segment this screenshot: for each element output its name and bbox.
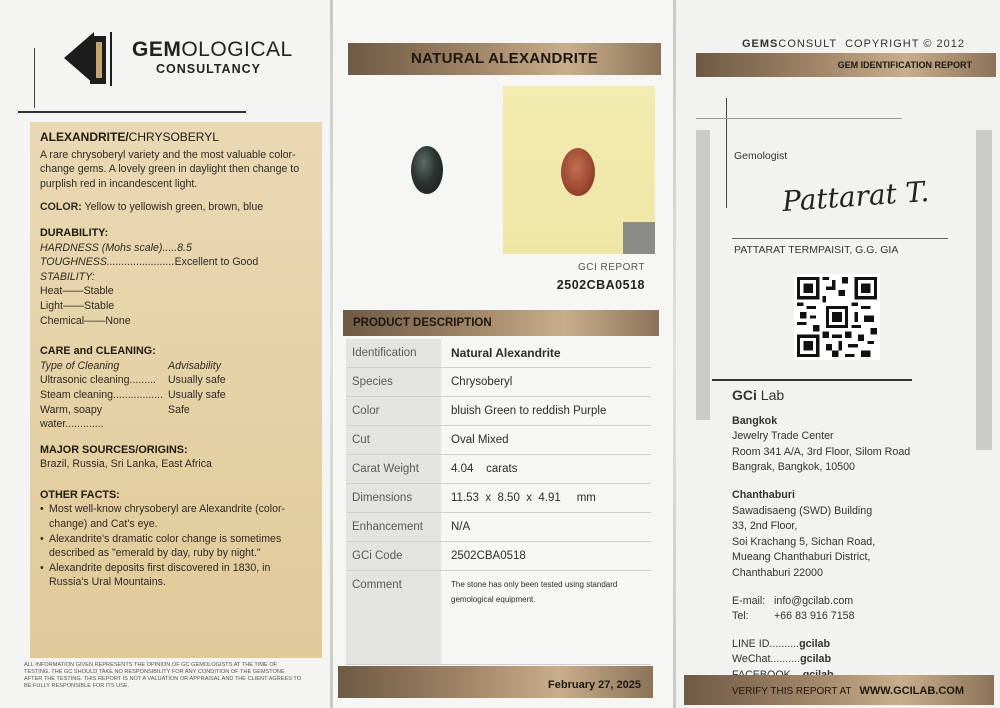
stone-daylight-image [411,146,443,194]
report-date: February 27, 2025 [338,666,653,698]
list-item: • Alexandrite deposits first discovered in 1830, in Russia's Ural Mountains. [40,561,312,590]
row-value: Chrysoberyl [451,376,513,388]
table-row [346,397,651,426]
sources-heading: MAJOR SOURCES/ORIGINS: [40,443,188,456]
verify-url-link[interactable]: WWW.GCILAB.COM [859,685,964,697]
table-row [346,426,651,455]
table-row [346,571,651,665]
row-value: 2502CBA0518 [451,550,526,562]
qr-code-icon[interactable] [794,274,880,360]
row-value: The stone has only been tested using standard gemological equipment. [451,580,618,604]
product-description-table [346,339,651,665]
row-key: Color [346,397,441,425]
care-row-value: Usually safe [168,374,226,387]
divider [18,111,246,113]
bangkok-label: Bangkok [732,414,778,427]
lab-title: GCi Lab [732,387,785,403]
disclaimer: ALL INFORMATION GIVEN REPRESENTS THE OPINION OF GC GEMOLOGISTS AT THE TIME OF TESTING. THE GC SHOULD TAKE NO RESPONSIBILITY FOR ANY CONDITION OF THE GEMSTONE AFTER THE TESTING. THIS REPORT IS NOT A VALUATION OR APPRAISAL AND THE CLIENT AGREES TO BE FULLY RESPONSIBLE FOR ITS USE. [24,662,302,689]
table-row [346,484,651,513]
address-line: Sawadisaeng (SWD) Building [732,504,873,517]
table-row [346,368,651,397]
light-line: Light——Stable [40,299,115,312]
tel-label: Tel: [732,610,749,623]
stability-label: STABILITY: [40,270,95,283]
table-row [346,455,651,484]
tel-link[interactable]: +66 83 916 7158 [774,610,855,623]
care-table [40,359,312,432]
address-line: Mueang Chanthaburi District, [732,551,871,564]
email-label: E-mail: [732,594,766,607]
address-line: Jewelry Trade Center [732,430,834,443]
row-key: Cut [346,426,441,454]
lab-contact-block [732,388,972,684]
logo-watermark-icon [623,222,655,254]
row-value: N/A [451,521,471,533]
vertical-rule [726,98,727,208]
gem-logo-icon [60,28,126,88]
report-number: 2502CBA0518 [556,278,645,292]
middle-panel [333,0,673,708]
care-col-header: Type of Cleaning [40,359,120,372]
gemologist-name: PATTARAT TERMPAISIT, G.G. GIA [734,244,899,256]
table-row [346,542,651,571]
color-line: COLOR: Yellow to yellowish green, brown, blue [40,201,264,214]
signature: Pattarat T. [781,174,931,219]
row-value: 11.53 x 8.50 x 4.91 mm [451,492,596,504]
row-value: Natural Alexandrite [451,346,561,360]
contact-grid [732,594,972,625]
gemological-logo [60,28,293,90]
row-key: Comment [346,571,441,664]
chemical-line: Chemical——None [40,314,131,327]
left-panel [0,0,330,708]
section-title: PRODUCT DESCRIPTION [343,310,659,336]
durability-heading: DURABILITY: [40,226,109,239]
row-key: Species [346,368,441,396]
divider [712,379,912,381]
row-value: bluish Green to reddish Purple [451,405,607,417]
facts-list [40,502,312,590]
row-value: Oval Mixed [451,434,509,446]
stone-photo-panel [503,86,655,254]
card-title: ALEXANDRITE/CHRYSOBERYL [40,130,219,144]
care-row-key: Warm, soapy water............. [40,403,104,431]
right-panel [676,0,1000,708]
address-line: 33, 2nd Floor, [732,520,798,533]
address-line: Chanthaburi 22000 [732,566,823,579]
wechat-row: WeChat..........gcilab [732,653,831,666]
decor-strip [976,130,992,450]
sources-value: Brazil, Russia, Sri Lanka, East Africa [40,458,212,471]
address-line: Bangrak, Bangkok, 10500 [732,461,855,474]
card-intro: A rare chrysoberyl variety and the most valuable color-change gems. A lovely green in daylight then change to purplish red in incandescent light. [40,148,300,190]
row-value: 4.04 carats [451,463,518,475]
decor-strip [696,130,710,420]
gem-identification-title: GEM IDENTIFICATION REPORT [696,53,996,77]
list-item: • Most well-know chrysoberyl are Alexandrite (color-change) and Cat's eye. [40,502,312,531]
signature-line [732,238,948,239]
facts-heading: OTHER FACTS: [40,488,120,501]
row-key: Identification [346,339,441,367]
hardness-line: HARDNESS (Mohs scale).....8.5 [40,241,192,254]
stone-incandescent-image [561,148,595,196]
table-row [346,513,651,542]
divider [696,118,902,119]
vertical-rule [34,48,35,108]
gemologist-label: Gemologist [734,150,788,162]
list-item: • Alexandrite's dramatic color change is sometimes described as "emerald by day, ruby by night." [40,532,312,561]
address-line: Soi Krachang 5, Sichan Road, [732,535,876,548]
report-label: GCI REPORT [577,262,645,273]
report-title: NATURAL ALEXANDRITE [348,43,661,75]
line-id-row: LINE ID..........gcilab [732,637,831,650]
row-key: Dimensions [346,484,441,512]
address-line: Room 341 A/A, 3rd Floor, Silom Road [732,445,911,458]
chanthaburi-label: Chanthaburi [732,488,795,501]
heat-line: Heat——Stable [40,285,114,298]
gem-info-card [30,122,322,658]
logo-line1: GEMOLOGICAL [132,38,293,61]
row-key: GCi Code [346,542,441,570]
table-row [346,339,651,368]
email-link[interactable]: info@gcilab.com [774,594,854,607]
toughness-line: TOUGHNESS.......................Excellent to Good [40,256,259,269]
gemsconsult-header: GEMSCONSULT COPYRIGHT © 2012 [742,38,965,50]
verify-label: VERIFY THIS REPORT AT [731,686,852,697]
row-key: Enhancement [346,513,441,541]
care-row-value: Usually safe [168,388,226,401]
care-row-value: Safe [168,403,190,416]
row-key: Carat Weight [346,455,441,483]
care-col-header: Advisability [168,359,221,372]
logo-line2: CONSULTANCY [156,62,261,76]
care-heading: CARE and CLEANING: [40,345,156,358]
care-row-key: Ultrasonic cleaning......... [40,374,156,387]
verify-bar [684,675,994,705]
care-row-key: Steam cleaning................. [40,388,164,401]
